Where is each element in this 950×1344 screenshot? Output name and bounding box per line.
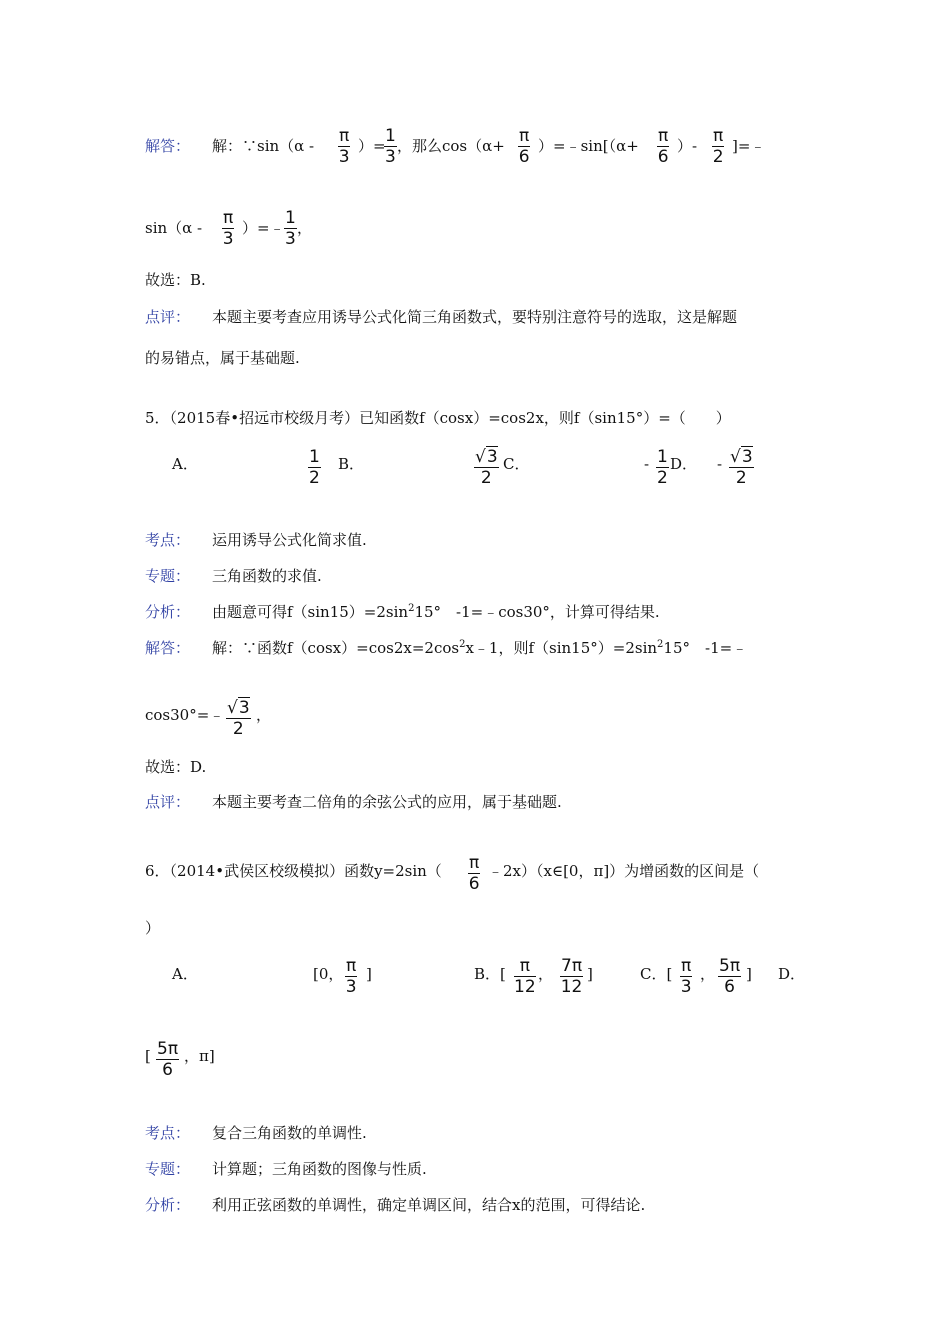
- fraction-sqrt3-over-2: $\frac{√3}{2}$: [227, 698, 250, 739]
- comment-text: 本题主要考查二倍角的余弦公式的应用，属于基础题.: [212, 793, 562, 811]
- comment-label: 点评：: [145, 308, 191, 326]
- fraction-pi-over-3: $\frac{\pi}{3}$: [338, 126, 350, 167]
- minus-sign: -: [644, 455, 650, 473]
- solution-text: sin（α -: [145, 219, 203, 237]
- point-text: 运用诱导公式化简求值.: [212, 531, 367, 549]
- question-stem: ）: [145, 919, 161, 937]
- fraction-1-over-3: $\frac{1}{3}$: [285, 208, 296, 249]
- solution-text: ）=﹣sin[（α+: [538, 137, 639, 155]
- fraction-pi-over-3: $\frac{\pi}{3}$: [222, 208, 234, 249]
- solution-text: ]=﹣: [732, 137, 766, 155]
- option-d-label: D．: [778, 965, 806, 983]
- fraction-5pi-over-6: $\frac{5\pi}{6}$: [157, 1039, 179, 1080]
- question-stem: 6．（2014•武侯区校级模拟）函数y=2sin（: [145, 862, 442, 880]
- option-b-label: B．: [338, 455, 365, 473]
- solution-text: ，那么cos（α+: [397, 137, 505, 155]
- fraction-1-over-2: $\frac{1}{2}$: [309, 447, 320, 488]
- fraction-sqrt3-over-2: $\frac{√3}{2}$: [730, 447, 753, 488]
- option-c-text: ，: [700, 965, 716, 983]
- answer-label: 解答：: [145, 137, 191, 155]
- fraction-1-over-3: $\frac{1}{3}$: [385, 126, 396, 167]
- question-stem: 5．（2015春•招远市校级月考）已知函数f（cosx）=cos2x，则f（sin15°）=（ ）: [145, 409, 731, 427]
- solution-text: ，: [297, 219, 313, 237]
- analysis-label: 分析：: [145, 1196, 191, 1214]
- fraction-pi-over-3: $\frac{\pi}{3}$: [680, 956, 692, 997]
- option-b-label: B．[: [474, 965, 506, 983]
- fraction-pi-over-12: $\frac{\pi}{12}$: [514, 956, 536, 997]
- option-d-text: [: [145, 1047, 151, 1065]
- option-b-text: ，: [538, 965, 554, 983]
- fraction-pi-over-6: $\frac{\pi}{6}$: [518, 126, 530, 167]
- comment-label: 点评：: [145, 793, 191, 811]
- comment-text: 的易错点，属于基础题.: [145, 349, 300, 367]
- solution-text: 解：∵sin（α -: [212, 137, 315, 155]
- topic-text: 三角函数的求值.: [212, 567, 322, 585]
- option-a-label: A．: [172, 965, 198, 983]
- option-c-label: C．: [503, 455, 530, 473]
- fraction-pi-over-6: $\frac{\pi}{6}$: [657, 126, 669, 167]
- question-stem: ﹣2x）（x∈[0，π]）为增函数的区间是（: [488, 862, 760, 880]
- topic-text: 计算题；三角函数的图像与性质.: [212, 1160, 427, 1178]
- fraction-7pi-over-12: $\frac{7\pi}{12}$: [560, 956, 583, 997]
- analysis-text: 利用正弦函数的单调性，确定单调区间，结合x的范围，可得结论.: [212, 1196, 646, 1214]
- point-label: 考点：: [145, 1124, 191, 1142]
- fraction-sqrt3-over-2: $\frac{√3}{2}$: [475, 447, 498, 488]
- minus-sign: -: [717, 455, 723, 473]
- solution-text: ）=﹣: [242, 219, 285, 237]
- answer-label: 解答：: [145, 639, 191, 657]
- fraction-5pi-over-6: $\frac{5\pi}{6}$: [719, 956, 741, 997]
- option-a-label: A．: [172, 455, 198, 473]
- fraction-pi-over-3: $\frac{\pi}{3}$: [345, 956, 357, 997]
- option-d-text: ，π]: [184, 1047, 215, 1065]
- option-a-text: [0，: [313, 965, 344, 983]
- point-text: 复合三角函数的单调性.: [212, 1124, 367, 1142]
- option-d-label: D．: [670, 455, 698, 473]
- topic-label: 专题：: [145, 1160, 191, 1178]
- choice-text: 故选：D.: [145, 758, 207, 776]
- solution-text: ）=: [358, 137, 386, 155]
- point-label: 考点：: [145, 531, 191, 549]
- analysis-text: 由题意可得$f(\sin 15)=2\sin^215^\circ$ -1=﹣cos30°，计算可得结果.: [212, 603, 660, 621]
- analysis-label: 分析：: [145, 603, 191, 621]
- fraction-1-over-2: $\frac{1}{2}$: [657, 447, 668, 488]
- comment-text: 本题主要考查应用诱导公式化简三角函数式，要特别注意符号的选取，这是解题: [212, 308, 738, 326]
- fraction-pi-over-6: $\frac{\pi}{6}$: [468, 853, 480, 894]
- option-b-text: ]: [587, 965, 593, 983]
- solution-text: ）-: [677, 137, 698, 155]
- solution-text: 解：∵函数$f(\cos x)=\cos 2x=2\cos^2x﹣1$，则$f(\sin 15^\circ)=2\sin^215^\circ$ -1=﹣: [212, 639, 748, 657]
- solution-text: ，: [256, 706, 272, 724]
- choice-text: 故选：B.: [145, 271, 206, 289]
- solution-text: cos30°=﹣: [145, 706, 225, 724]
- option-c-label: C．[: [640, 965, 673, 983]
- fraction-pi-over-2: $\frac{\pi}{2}$: [712, 126, 724, 167]
- topic-label: 专题：: [145, 567, 191, 585]
- option-c-text: ]: [746, 965, 752, 983]
- option-a-text: ]: [366, 965, 372, 983]
